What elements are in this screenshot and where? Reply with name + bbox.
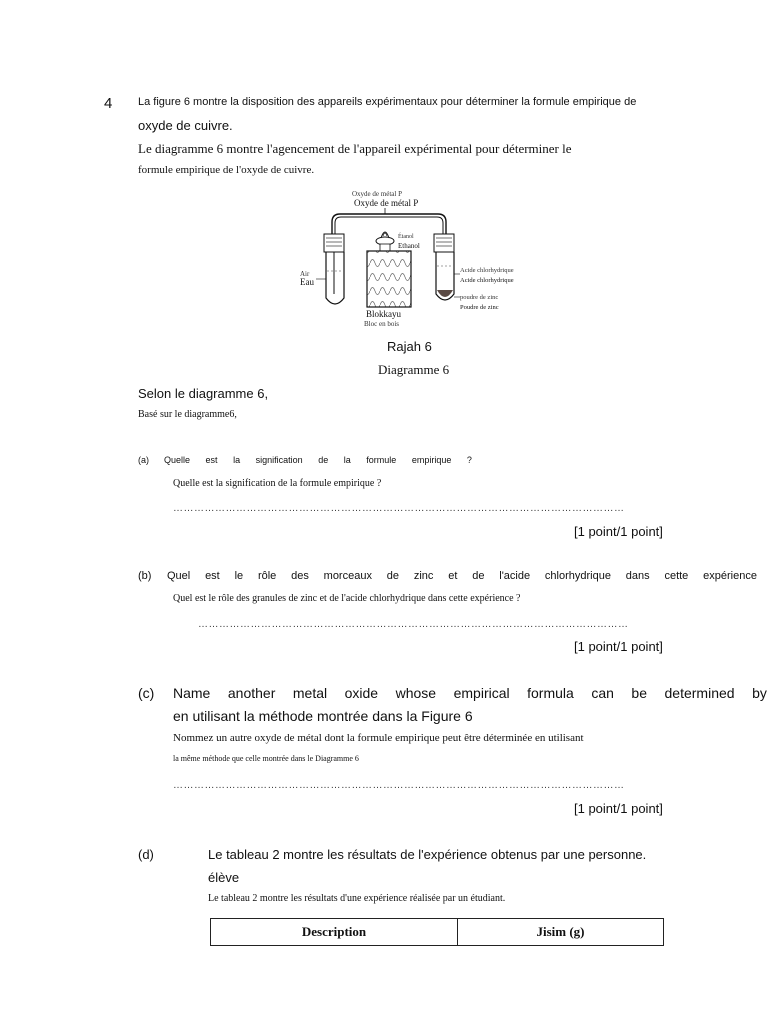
table-header-mass: Jisim (g) <box>458 919 664 946</box>
block-label-fr: Bloc en bois <box>364 320 399 328</box>
oxide-label-small: Oxyde de métal P <box>352 190 402 198</box>
table-header-description: Description <box>211 919 458 946</box>
intro-text: La figure 6 montre la disposition des appareils expérimentaux pour déterminer la formule empirique de <box>138 96 637 108</box>
part-b-alt-question: Quel est le rôle des granules de zinc et de l'acide chlorhydrique dans cette expérience ? <box>173 593 521 604</box>
part-b-question: Quel est le rôle des morceaux de zinc et de l'acide chlorhydrique dans cette expérience <box>167 570 757 582</box>
question-number: 4 <box>104 95 113 112</box>
part-b-label: (b) <box>138 570 152 582</box>
selon-alt-text: Basé sur le diagramme6, <box>138 409 237 420</box>
part-c-alt-question-continued: la même méthode que celle montrée dans le Diagramme 6 <box>173 754 359 763</box>
part-a-mark: [1 point/1 point] <box>574 524 663 539</box>
ethanol-label-small: Étanol <box>398 234 414 240</box>
zinc-label-small: poudre de zinc <box>460 294 499 301</box>
block-label: Blokkayu <box>366 309 401 319</box>
diagram-caption-fr: Diagramme 6 <box>378 362 450 377</box>
part-d-alt-text: Le tableau 2 montre les résultats d'une expérience réalisée par un étudiant. <box>208 893 506 904</box>
zinc-label: Poudre de zinc <box>460 304 499 311</box>
ethanol-label: Ethanol <box>398 242 420 250</box>
part-c-question: Name another metal oxide whose empirical formula can be determined by <box>173 685 767 701</box>
results-table <box>210 918 664 946</box>
part-a-label: (a) <box>138 455 149 465</box>
part-a-answer-line[interactable]: ………………………………………………………………………………………………………………… <box>173 503 625 514</box>
oxide-label: Oxyde de métal P <box>354 198 419 208</box>
table-header-row <box>211 919 664 946</box>
intro-alt-text-continued: formule empirique de l'oxyde de cuivre. <box>138 164 315 176</box>
intro-text-continued: oxyde de cuivre. <box>138 118 233 133</box>
diagram-caption: Rajah 6 <box>387 339 432 354</box>
part-b-answer-line[interactable]: …………………………………………………………………………………………………………… <box>198 619 629 630</box>
part-c-mark: [1 point/1 point] <box>574 801 663 816</box>
part-a-alt-question: Quelle est la signification de la formule empirique ? <box>173 478 382 489</box>
part-c-question-continued: en utilisant la méthode montrée dans la Figure 6 <box>173 708 473 724</box>
part-c-alt-question: Nommez un autre oxyde de métal dont la formule empirique peut être déterminée en utilisant <box>173 732 584 744</box>
part-a-question: Quelle est la signification de la formule empirique ? <box>164 455 472 465</box>
acid-label: Acide chlorhydrique <box>460 277 514 284</box>
intro-alt-text: Le diagramme 6 montre l'agencement de l'appareil expérimental pour déterminer le <box>138 141 572 156</box>
wooden-block <box>367 251 411 307</box>
apparatus-diagram <box>290 186 530 336</box>
part-d-text-continued: élève <box>208 870 240 885</box>
part-d-text: Le tableau 2 montre les résultats de l'expérience obtenus par une personne. <box>208 847 647 862</box>
part-d-label: (d) <box>138 847 154 862</box>
part-b-mark: [1 point/1 point] <box>574 639 663 654</box>
selon-text: Selon le diagramme 6, <box>138 386 269 401</box>
part-c-answer-line[interactable]: ………………………………………………………………………………………………………………… <box>173 780 625 791</box>
water-label: Eau <box>300 277 314 287</box>
part-c-label: (c) <box>138 685 155 701</box>
air-label: Air <box>300 270 310 278</box>
acid-label-small: Acide chlorhydrique <box>460 267 514 274</box>
